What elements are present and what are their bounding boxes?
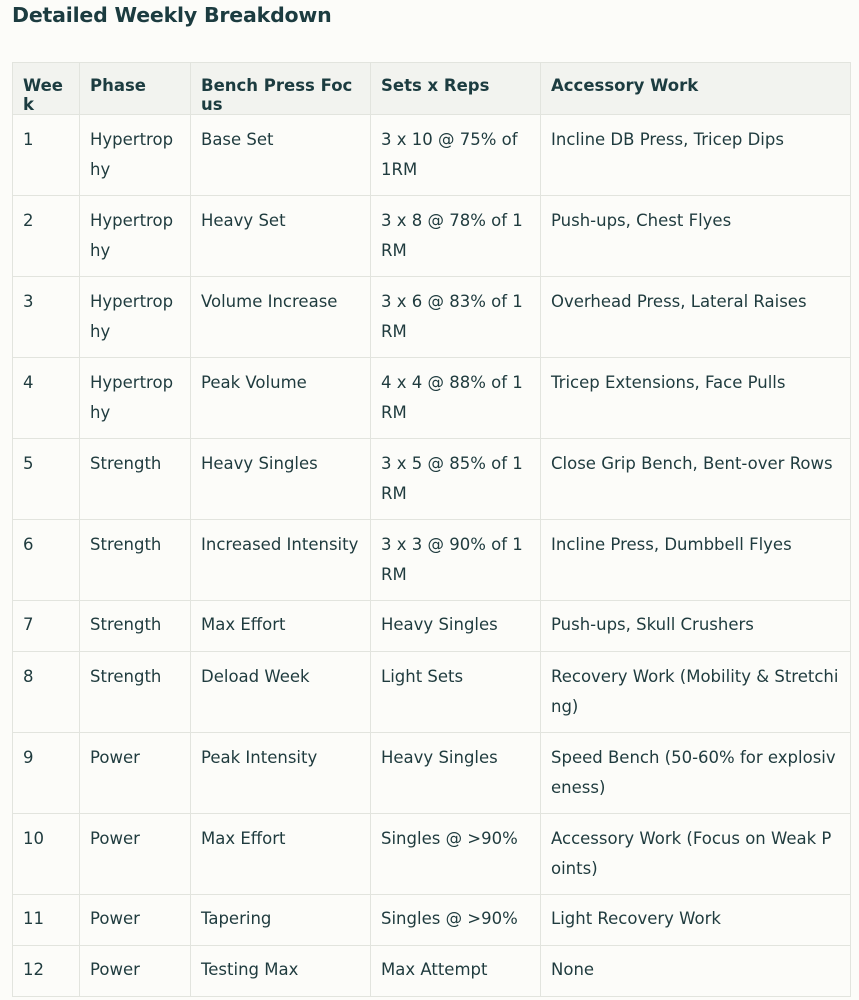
header-bench-press-focus: Bench Press Focus (191, 63, 371, 115)
cell-phase: Strength (80, 439, 191, 520)
cell-week: 3 (13, 277, 80, 358)
cell-phase: Hypertrophy (80, 358, 191, 439)
cell-accessory: Light Recovery Work (541, 895, 851, 946)
weekly-breakdown-table-container (12, 62, 850, 997)
cell-phase: Strength (80, 601, 191, 652)
cell-accessory: Close Grip Bench, Bent-over Rows (541, 439, 851, 520)
cell-focus: Heavy Set (191, 196, 371, 277)
cell-sets-reps: 3 x 6 @ 83% of 1RM (371, 277, 541, 358)
cell-week: 11 (13, 895, 80, 946)
cell-week: 7 (13, 601, 80, 652)
cell-phase: Power (80, 733, 191, 814)
cell-phase: Strength (80, 520, 191, 601)
table-row (13, 601, 851, 652)
cell-accessory: Push-ups, Skull Crushers (541, 601, 851, 652)
cell-accessory: Speed Bench (50-60% for explosiveness) (541, 733, 851, 814)
cell-focus: Base Set (191, 115, 371, 196)
table-header-row (13, 63, 851, 115)
table-row (13, 946, 851, 997)
cell-sets-reps: Max Attempt (371, 946, 541, 997)
cell-phase: Power (80, 895, 191, 946)
cell-accessory: Tricep Extensions, Face Pulls (541, 358, 851, 439)
cell-sets-reps: Heavy Singles (371, 733, 541, 814)
header-week: Week (13, 63, 80, 115)
cell-week: 1 (13, 115, 80, 196)
header-phase: Phase (80, 63, 191, 115)
cell-sets-reps: Singles @ >90% (371, 814, 541, 895)
cell-sets-reps: 3 x 10 @ 75% of 1RM (371, 115, 541, 196)
cell-focus: Max Effort (191, 601, 371, 652)
cell-week: 10 (13, 814, 80, 895)
cell-week: 8 (13, 652, 80, 733)
table-row (13, 733, 851, 814)
cell-accessory: Push-ups, Chest Flyes (541, 196, 851, 277)
cell-accessory: Overhead Press, Lateral Raises (541, 277, 851, 358)
cell-phase: Hypertrophy (80, 277, 191, 358)
cell-focus: Increased Intensity (191, 520, 371, 601)
cell-sets-reps: 3 x 3 @ 90% of 1RM (371, 520, 541, 601)
cell-focus: Heavy Singles (191, 439, 371, 520)
cell-week: 2 (13, 196, 80, 277)
header-sets-reps: Sets x Reps (371, 63, 541, 115)
cell-sets-reps: 4 x 4 @ 88% of 1RM (371, 358, 541, 439)
cell-accessory: Incline Press, Dumbbell Flyes (541, 520, 851, 601)
table-row (13, 277, 851, 358)
cell-week: 4 (13, 358, 80, 439)
cell-phase: Power (80, 814, 191, 895)
weekly-breakdown-table (12, 62, 851, 997)
table-row (13, 196, 851, 277)
cell-accessory: Recovery Work (Mobility & Stretching) (541, 652, 851, 733)
table-row (13, 358, 851, 439)
cell-phase: Hypertrophy (80, 196, 191, 277)
cell-focus: Peak Volume (191, 358, 371, 439)
table-row (13, 115, 851, 196)
page-title: Detailed Weekly Breakdown (12, 3, 332, 27)
table-row (13, 520, 851, 601)
cell-week: 5 (13, 439, 80, 520)
cell-focus: Max Effort (191, 814, 371, 895)
table-row (13, 814, 851, 895)
cell-accessory: Incline DB Press, Tricep Dips (541, 115, 851, 196)
cell-sets-reps: Light Sets (371, 652, 541, 733)
cell-week: 9 (13, 733, 80, 814)
cell-phase: Strength (80, 652, 191, 733)
cell-focus: Tapering (191, 895, 371, 946)
header-accessory-work: Accessory Work (541, 63, 851, 115)
cell-accessory: None (541, 946, 851, 997)
cell-focus: Testing Max (191, 946, 371, 997)
table-row (13, 895, 851, 946)
cell-focus: Deload Week (191, 652, 371, 733)
table-row (13, 439, 851, 520)
cell-sets-reps: Heavy Singles (371, 601, 541, 652)
cell-focus: Volume Increase (191, 277, 371, 358)
cell-week: 6 (13, 520, 80, 601)
table-row (13, 652, 851, 733)
cell-week: 12 (13, 946, 80, 997)
cell-phase: Hypertrophy (80, 115, 191, 196)
cell-accessory: Accessory Work (Focus on Weak Points) (541, 814, 851, 895)
cell-focus: Peak Intensity (191, 733, 371, 814)
cell-phase: Power (80, 946, 191, 997)
cell-sets-reps: 3 x 8 @ 78% of 1RM (371, 196, 541, 277)
cell-sets-reps: 3 x 5 @ 85% of 1RM (371, 439, 541, 520)
cell-sets-reps: Singles @ >90% (371, 895, 541, 946)
